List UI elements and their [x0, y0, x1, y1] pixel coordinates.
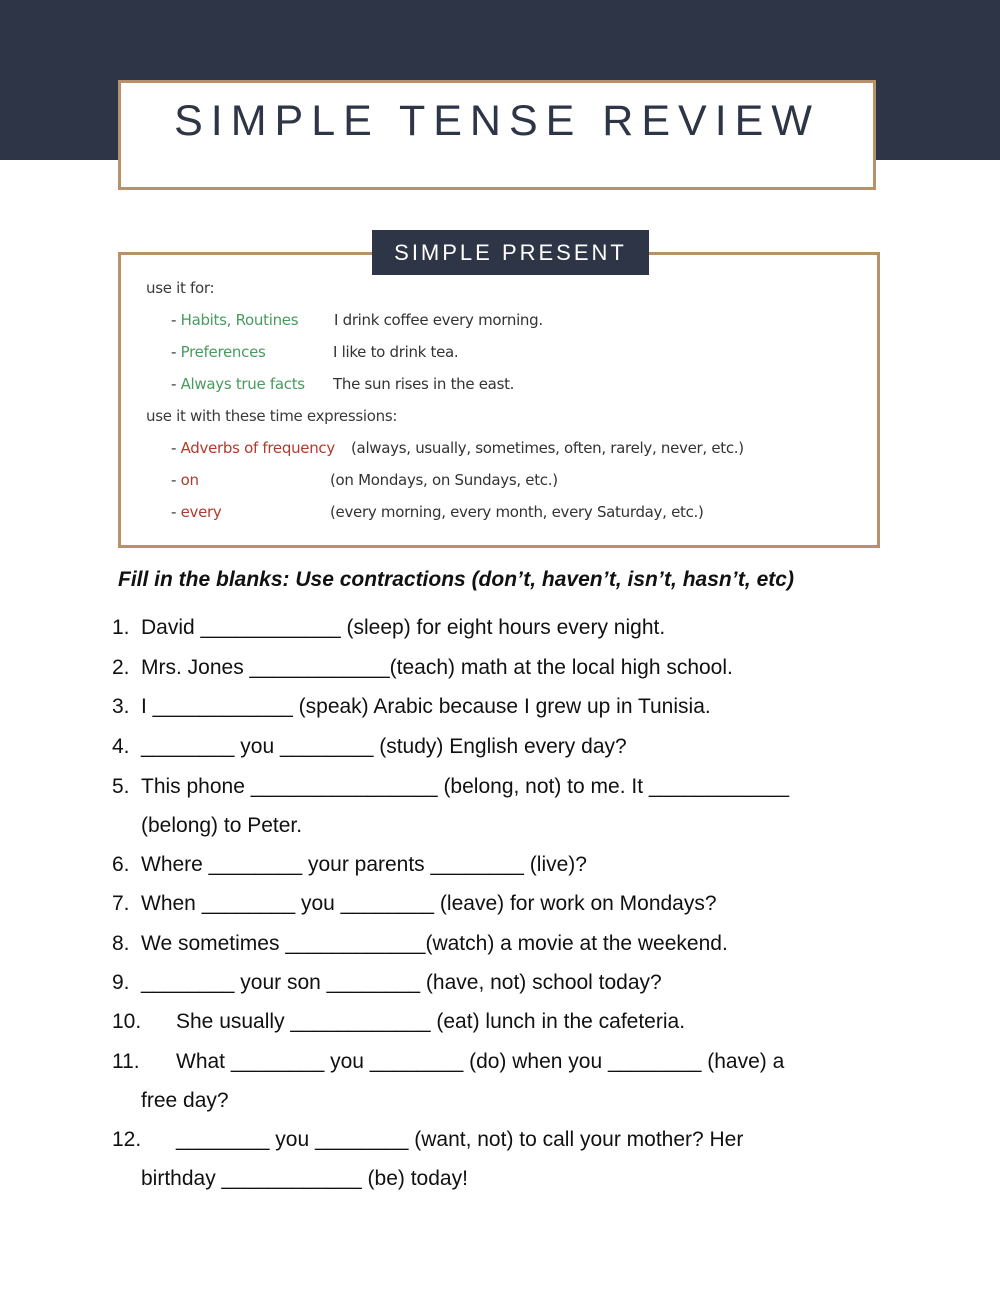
dash: - — [171, 503, 177, 521]
question-number: 3. — [112, 695, 130, 718]
question-text-continued: birthday ____________ (be) today! — [141, 1167, 468, 1190]
question-number: 6. — [112, 853, 130, 876]
time-example: (always, usually, sometimes, often, rarely, never, etc.) — [351, 439, 744, 457]
question-number: 7. — [112, 892, 130, 915]
page-title: SIMPLE TENSE REVIEW — [174, 97, 820, 145]
question-text: I ____________ (speak) Arabic because I grew up in Tunisia. — [141, 695, 711, 718]
question-number: 9. — [112, 971, 130, 994]
question-text: When ________ you ________ (leave) for work on Mondays? — [141, 892, 717, 915]
dash: - — [171, 471, 177, 489]
dash: - — [171, 343, 177, 361]
dash: - — [171, 311, 177, 329]
question-text: ________ you ________ (study) English every day? — [141, 735, 627, 758]
dash: - — [171, 439, 177, 457]
question-text: What ________ you ________ (do) when you ________ (have) a — [176, 1050, 785, 1073]
instructions: Fill in the blanks: Use contractions (don’t, haven’t, isn’t, hasn’t, etc) — [118, 568, 794, 591]
use-label: Always true facts — [180, 375, 305, 393]
time-example: (on Mondays, on Sundays, etc.) — [330, 471, 558, 489]
use-item — [171, 343, 266, 361]
question-text: ________ you ________ (want, not) to call your mother? Her — [176, 1128, 744, 1151]
question-text: She usually ____________ (eat) lunch in the cafeteria. — [176, 1010, 686, 1033]
question-text: We sometimes ____________(watch) a movie at the weekend. — [141, 932, 728, 955]
use-example: I drink coffee every morning. — [334, 311, 543, 329]
question-number: 8. — [112, 932, 130, 955]
question-number: 5. — [112, 775, 130, 798]
question-number: 1. — [112, 616, 130, 639]
question-text: Mrs. Jones ____________(teach) math at the local high school. — [141, 656, 733, 679]
use-item — [171, 311, 298, 329]
time-item — [171, 439, 335, 457]
section-tag: SIMPLE PRESENT — [372, 230, 649, 275]
question-text: David ____________ (sleep) for eight hours every night. — [141, 616, 666, 639]
time-label: on — [180, 471, 199, 489]
question-number: 10. — [112, 1010, 142, 1033]
time-label: Adverbs of frequency — [180, 439, 335, 457]
use-heading: use it for: — [146, 279, 215, 297]
question-number: 12. — [112, 1128, 142, 1151]
use-example: The sun rises in the east. — [333, 375, 515, 393]
question-text-continued: (belong) to Peter. — [141, 814, 303, 837]
question-number: 4. — [112, 735, 130, 758]
question-text: This phone ________________ (belong, not) to me. It ____________ — [141, 775, 790, 798]
time-label: every — [180, 503, 222, 521]
dash: - — [171, 375, 177, 393]
time-item — [171, 503, 221, 521]
time-item — [171, 471, 199, 489]
use-label: Preferences — [180, 343, 266, 361]
use-label: Habits, Routines — [180, 311, 299, 329]
title-box — [118, 80, 876, 190]
question-text-continued: free day? — [141, 1089, 229, 1112]
question-number: 2. — [112, 656, 130, 679]
time-heading: use it with these time expressions: — [146, 407, 398, 425]
question-text: Where ________ your parents ________ (live)? — [141, 853, 587, 876]
use-item — [171, 375, 305, 393]
question-text: ________ your son ________ (have, not) school today? — [141, 971, 662, 994]
time-example: (every morning, every month, every Saturday, etc.) — [330, 503, 704, 521]
question-number: 11. — [112, 1050, 140, 1073]
use-example: I like to drink tea. — [333, 343, 459, 361]
